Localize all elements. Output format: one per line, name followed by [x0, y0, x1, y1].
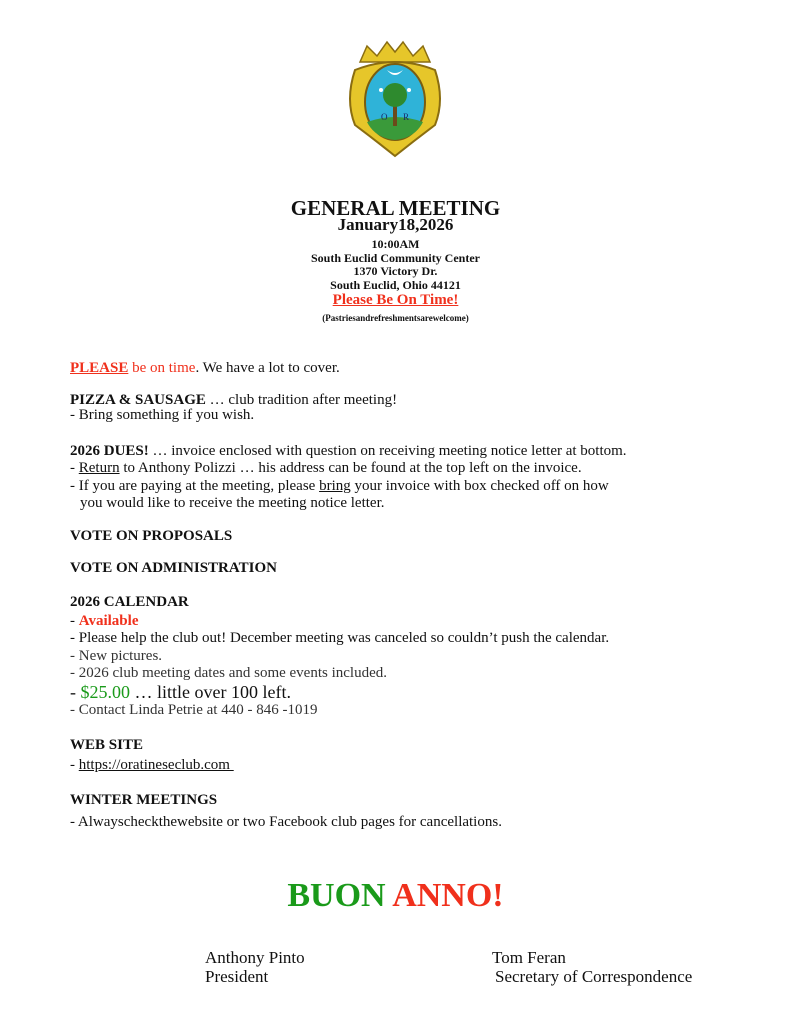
pizza-bullet: - Bring something if you wish.: [70, 407, 255, 423]
text-span: -: [70, 682, 81, 702]
please-rest: . We have a lot to cover.: [195, 360, 340, 376]
text-span: -: [70, 613, 79, 629]
pizza-text: … club tradition after meeting!: [205, 392, 398, 408]
signature-title: President: [205, 967, 269, 986]
meeting-street: 1370 Victory Dr.: [353, 264, 438, 278]
please-word: PLEASE: [70, 360, 129, 376]
buon-word: BUON: [287, 877, 386, 914]
signature-name: Tom Feran: [492, 948, 566, 967]
vote-proposals-heading: VOTE ON PROPOSALS: [70, 528, 233, 544]
calendar-heading: 2026 CALENDAR: [70, 594, 189, 610]
dues-line: [70, 443, 627, 460]
dues-text: … invoice enclosed with question on receiving meeting notice letter at bottom.: [148, 443, 627, 459]
signature-president: [205, 948, 305, 986]
website-line: [70, 757, 234, 774]
svg-text:R: R: [403, 112, 410, 122]
signature-secretary: [492, 948, 692, 986]
signature-title: Secretary of Correspondence: [495, 967, 693, 986]
buon-anno-closing: [0, 877, 791, 915]
meeting-venue: South Euclid Community Center: [310, 251, 480, 265]
text-span: … little over 100 left.: [130, 682, 291, 702]
pastries-note: (Pastriesandrefreshmentsarewelcome): [322, 313, 469, 323]
please-line: [70, 360, 340, 377]
winter-heading: WINTER MEETINGS: [70, 792, 218, 808]
text-span: -: [70, 460, 79, 476]
meeting-city: South Euclid, Ohio 44121: [330, 278, 461, 292]
calendar-item: - New pictures.: [70, 648, 163, 664]
winter-text: - Alwayscheckthewebsite or two Facebook club pages for cancellations.: [70, 814, 502, 830]
dues-heading: 2026 DUES!: [70, 443, 149, 459]
anno-word: ANNO!: [392, 877, 504, 914]
dues-bullet-return: [70, 460, 582, 477]
please-red-text: be on time: [128, 360, 196, 376]
calendar-item: - Please help the club out! December meeting was canceled so couldn’t push the calendar.: [70, 630, 610, 646]
vote-administration-heading: VOTE ON ADMINISTRATION: [70, 560, 277, 576]
meeting-time: 10:00AM: [371, 237, 420, 251]
meeting-date: January18,2026: [337, 215, 454, 234]
pizza-heading: PIZZA & SAUSAGE: [70, 392, 206, 408]
meeting-title: GENERAL MEETING: [290, 196, 501, 220]
calendar-contact: - Contact Linda Petrie at 440 - 846 -1019: [70, 702, 318, 718]
signature-name: Anthony Pinto: [205, 948, 305, 967]
return-underlined: Return: [78, 460, 120, 476]
available-label: Available: [78, 613, 139, 629]
bring-underlined: bring: [319, 478, 351, 494]
text-span: your invoice with box checked off on how: [350, 478, 609, 494]
calendar-price: [70, 682, 291, 702]
website-heading: WEB SITE: [70, 737, 143, 753]
club-coat-of-arms-logo: [345, 40, 445, 158]
text-span: to Anthony Polizzi … his address can be found at the top left on the invoice.: [119, 460, 582, 476]
text-span: - If you are paying at the meeting, please: [70, 478, 320, 494]
calendar-item: - 2026 club meeting dates and some events included.: [70, 665, 387, 681]
svg-text:O: O: [381, 112, 388, 122]
dues-bullet-bring: [70, 478, 609, 495]
price-value: $25.00: [80, 682, 130, 702]
text-span: -: [70, 757, 79, 773]
website-link[interactable]: https://oratineseclub.com: [78, 757, 234, 773]
dues-bullet-bring-cont: you would like to receive the meeting notice letter.: [80, 495, 385, 511]
calendar-available: [70, 613, 138, 630]
on-time-notice: Please Be On Time!: [332, 292, 459, 308]
